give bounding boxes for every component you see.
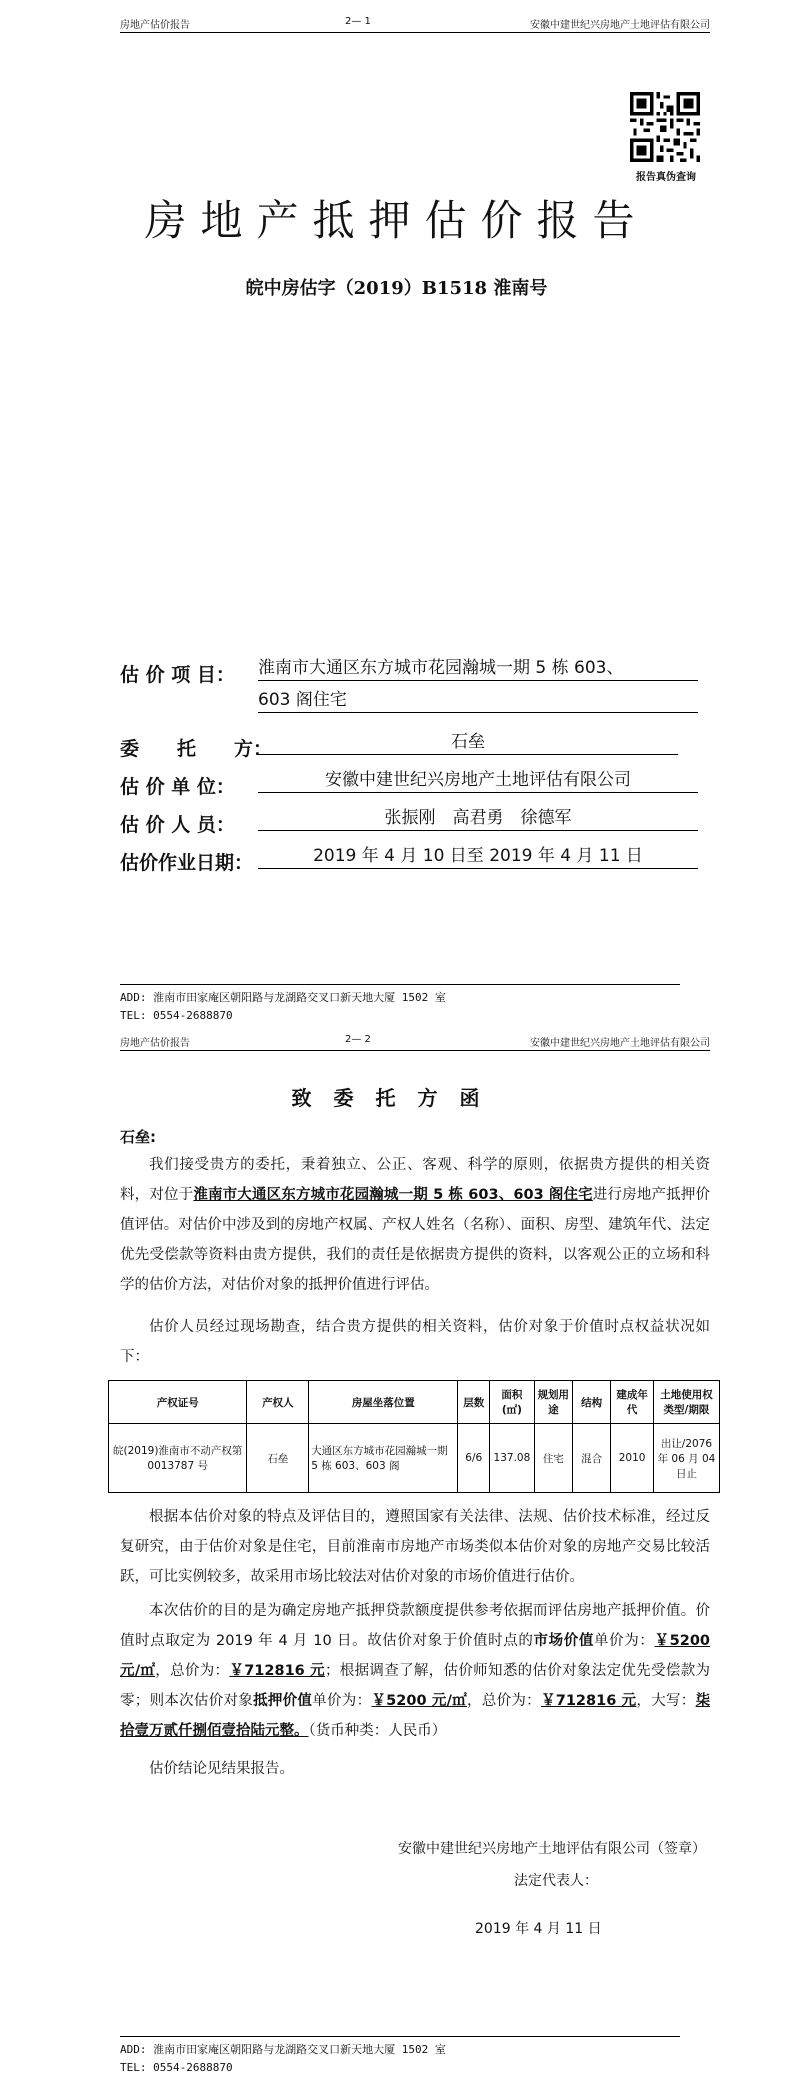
field-label-appraiser-org: 估 价 单 位： xyxy=(120,776,235,798)
table-header: 产权证号 xyxy=(109,1381,247,1424)
field-value-client: 石垒 xyxy=(258,730,678,755)
table-cell: 皖(2019)淮南市不动产权第 0013787 号 xyxy=(109,1424,247,1493)
market-total-price: ￥712816 元 xyxy=(229,1663,325,1679)
qr-caption: 报告真伪查询 xyxy=(636,172,696,183)
table-cell: 混合 xyxy=(572,1424,610,1493)
footer-tel: TEL: 0554-2688870 xyxy=(120,1009,233,1022)
field-value-appraisers: 张振刚 高君勇 徐德军 xyxy=(258,806,698,831)
page1-header xyxy=(120,10,710,33)
table-header: 规划用途 xyxy=(534,1381,572,1424)
qr-code-icon xyxy=(630,92,700,162)
letter-addressee: 石垒: xyxy=(120,1128,156,1146)
table-cell: 住宅 xyxy=(534,1424,572,1493)
signature-company: 安徽中建世纪兴房地产土地评估有限公司（签章） xyxy=(398,1841,706,1857)
amount-in-words: 柒拾壹万贰仟捌佰壹拾陆元整。 xyxy=(120,1693,711,1739)
field-label-appraisers: 估 价 人 员： xyxy=(120,814,235,836)
header-page-number: 2— 1 xyxy=(345,16,371,27)
p4-text: ；根据调查了解，估价师知悉的估价对象法定优先受偿款为零；则本次估价对象 xyxy=(120,1663,711,1709)
table-cell: 137.08 xyxy=(490,1424,534,1493)
paragraph-3: 根据本估价对象的特点及评估目的，遵照国家有关法律、法规、估价技术标准，经过反复研究，由于估价对象是住宅，目前淮南市房地产市场类似本估价对象的房地产交易比较活跃，可比实例较多，故采用市场比较法对估价对象的市场价值进行估价。 xyxy=(120,1509,710,1585)
footer-address: ADD: 淮南市田家庵区朝阳路与龙湖路交叉口新天地大厦 1502 室 xyxy=(120,991,446,1004)
footer-tel: TEL: 0554-2688870 xyxy=(120,2061,233,2074)
field-label-date: 估价作业日期： xyxy=(120,852,254,874)
header-left: 房地产估价报告 xyxy=(120,1038,190,1049)
letter-title: 致委托方函 xyxy=(291,1086,502,1110)
table-header: 房屋坐落位置 xyxy=(309,1381,458,1424)
market-unit-price: ￥5200 元/㎡ xyxy=(120,1633,711,1679)
report-title: 房地产抵押估价报告 xyxy=(144,196,649,245)
footer-divider xyxy=(120,984,680,985)
field-value-appraiser-org: 安徽中建世纪兴房地产土地评估有限公司 xyxy=(258,768,698,793)
paragraph-1-text: 我们接受贵方的委托，秉着独立、公正、客观、科学的原则，依据贵方提供的相关资料，对位于 xyxy=(120,1157,710,1203)
report-number: 皖中房估字（2019）B1518 淮南号 xyxy=(245,278,548,299)
field-value-project: 淮南市大通区东方城市花园瀚城一期 5 栋 603、 xyxy=(258,656,698,681)
header-page-number: 2— 2 xyxy=(345,1034,371,1045)
table-cell: 2010 xyxy=(611,1424,654,1493)
paragraph-1 xyxy=(120,1150,710,1300)
paragraph-4 xyxy=(120,1596,710,1746)
p4-text: 单价为： xyxy=(312,1693,372,1709)
table-cell: 6/6 xyxy=(458,1424,490,1493)
table-cell: 石垒 xyxy=(247,1424,309,1493)
paragraph-2: 估价人员经过现场勘查，结合贵方提供的相关资料，估价对象于价值时点权益状况如下： xyxy=(120,1319,710,1365)
field-value-project-line2: 603 阁住宅 xyxy=(258,688,698,713)
p4-text: 本次估价的目的是为确定房地产抵押贷款额度提供参考依据而评估房地产抵押价值。价值时点取定为 2019 年 4 月 10 日。故估价对象于价值时点的 xyxy=(120,1603,710,1649)
p4-text: 单价为： xyxy=(594,1633,655,1649)
page1-footer xyxy=(120,984,680,1022)
signature-date: 2019 年 4 月 11 日 xyxy=(475,1921,602,1937)
page2-header xyxy=(120,1028,710,1051)
currency-note: （货币种类：人民币） xyxy=(308,1723,447,1739)
mortgage-value-label: 抵押价值 xyxy=(253,1693,313,1709)
table-header: 层数 xyxy=(458,1381,490,1424)
p4-text: ，大写： xyxy=(636,1693,696,1709)
header-right: 安徽中建世纪兴房地产土地评估有限公司 xyxy=(530,1038,710,1049)
table-cell: 出让/2076年 06 月 04 日止 xyxy=(653,1424,719,1493)
footer-divider xyxy=(120,2036,680,2037)
field-label-client: 委 托 方： xyxy=(120,738,273,760)
header-left: 房地产估价报告 xyxy=(120,20,190,31)
table-header: 土地使用权类型/期限 xyxy=(653,1381,719,1424)
p4-text: ，总价为： xyxy=(467,1693,541,1709)
field-value-date: 2019 年 4 月 10 日至 2019 年 4 月 11 日 xyxy=(258,844,698,869)
table-header: 建成年代 xyxy=(611,1381,654,1424)
table-row xyxy=(109,1424,720,1493)
paragraph-1-text-cont: 进行房地产抵押价值评估。对估价中涉及到的房地产权属、产权人姓名（名称）、面积、房型、建筑年代、法定优先受偿款等资料由贵方提供，我们的责任是依据贵方提供的资料，以客观公正的立场和科学的估价方法，对估价对象的抵押价值进行评估。 xyxy=(120,1187,710,1293)
paragraph-5: 估价结论见结果报告。 xyxy=(149,1761,294,1777)
table-header: 产权人 xyxy=(247,1381,309,1424)
footer-address: ADD: 淮南市田家庵区朝阳路与龙湖路交叉口新天地大厦 1502 室 xyxy=(120,2043,446,2056)
table-header: 面积(㎡) xyxy=(490,1381,534,1424)
market-value-label: 市场价值 xyxy=(533,1633,595,1649)
mortgage-unit-price: ￥5200 元/㎡ xyxy=(371,1693,468,1709)
table-cell: 大通区东方城市花园瀚城一期 5 栋 603、603 阁 xyxy=(309,1424,458,1493)
property-address: 淮南市大通区东方城市花园瀚城一期 5 栋 603、603 阁住宅 xyxy=(193,1187,593,1203)
field-label-project: 估 价 项 目： xyxy=(120,664,235,686)
p4-text: ，总价为： xyxy=(155,1663,230,1679)
mortgage-total-price: ￥712816 元 xyxy=(540,1693,637,1709)
signature-representative: 法定代表人： xyxy=(514,1873,598,1889)
header-right: 安徽中建世纪兴房地产土地评估有限公司 xyxy=(530,20,710,31)
table-header: 结构 xyxy=(572,1381,610,1424)
page2-footer xyxy=(120,2036,680,2074)
table-header-row xyxy=(109,1381,720,1424)
property-rights-table xyxy=(108,1380,720,1493)
